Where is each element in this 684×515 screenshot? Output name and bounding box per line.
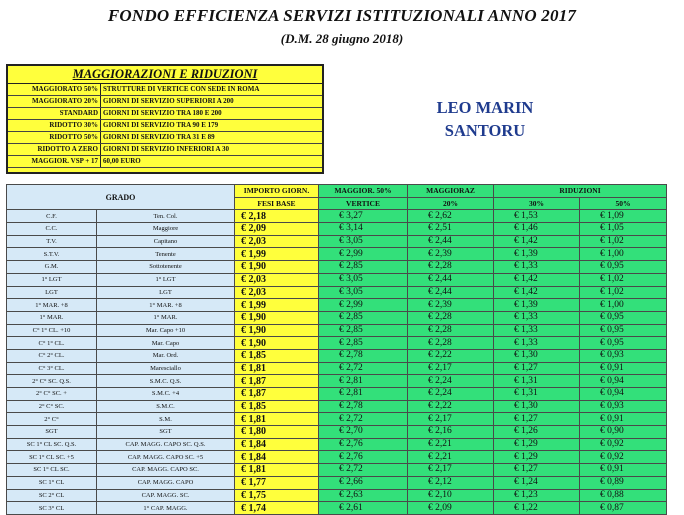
rid50-amount: € 0,91 — [580, 464, 667, 477]
base-amount: € 2,03 — [235, 286, 319, 299]
grade-code: 2° C° SC. + — [7, 388, 97, 401]
legend-desc: GIORNI DI SERVIZIO TRA 31 E 89 — [101, 132, 323, 144]
legend-title: MAGGIORAZIONI E RIDUZIONI — [8, 66, 322, 84]
grade-name: Mar. Ord. — [97, 349, 235, 362]
table-row — [7, 273, 667, 286]
grade-code: C.C. — [7, 223, 97, 236]
rid50-amount: € 0,93 — [580, 400, 667, 413]
legend-desc: 60,00 EURO — [101, 156, 323, 168]
grade-code: 1° LGT — [7, 273, 97, 286]
rid30-amount: € 1,30 — [494, 349, 580, 362]
authors — [400, 96, 570, 142]
base-amount: € 1,90 — [235, 337, 319, 350]
table-row — [7, 451, 667, 464]
base-amount: € 1,85 — [235, 349, 319, 362]
grade-code: T.V. — [7, 235, 97, 248]
magg50-amount: € 2,61 — [319, 502, 408, 515]
author-line-1: LEO MARIN — [436, 98, 534, 117]
rid30-amount: € 1,23 — [494, 489, 580, 502]
magg50-amount: € 2,99 — [319, 248, 408, 261]
base-amount: € 1,85 — [235, 400, 319, 413]
rid30-amount: € 1,24 — [494, 476, 580, 489]
magg50-amount: € 2,81 — [319, 375, 408, 388]
base-amount: € 1,77 — [235, 476, 319, 489]
grade-code: C° 1° CL. +10 — [7, 324, 97, 337]
grade-code: SC 1° CL SC. — [7, 464, 97, 477]
header-magg50: MAGGIOR. 50% — [319, 185, 408, 198]
grade-code: SC 1° CL SC. Q.S. — [7, 438, 97, 451]
rid30-amount: € 1,29 — [494, 438, 580, 451]
grade-name: 1° MAR. +8 — [97, 299, 235, 312]
rid50-amount: € 0,95 — [580, 324, 667, 337]
magg20-amount: € 2,17 — [408, 362, 494, 375]
base-amount: € 2,03 — [235, 273, 319, 286]
base-amount: € 1,81 — [235, 413, 319, 426]
base-amount: € 1,90 — [235, 324, 319, 337]
grade-code: SC 3° CL — [7, 502, 97, 515]
table-row — [7, 311, 667, 324]
legend-key: MAGGIOR. VSP + 17 — [8, 156, 101, 168]
rid50-amount: € 1,05 — [580, 223, 667, 236]
base-amount: € 1,81 — [235, 464, 319, 477]
magg20-amount: € 2,28 — [408, 261, 494, 274]
rid50-amount: € 0,93 — [580, 349, 667, 362]
grade-name: CAP. MAGG. CAPO — [97, 476, 235, 489]
magg50-amount: € 2,72 — [319, 362, 408, 375]
grade-code: LGT — [7, 286, 97, 299]
magg20-amount: € 2,28 — [408, 324, 494, 337]
magg20-amount: € 2,16 — [408, 426, 494, 439]
grade-code: 2° C° SC. — [7, 400, 97, 413]
legend-desc: GIORNI DI SERVIZIO TRA 180 E 200 — [101, 108, 323, 120]
rid50-amount: € 1,02 — [580, 286, 667, 299]
magg20-amount: € 2,22 — [408, 349, 494, 362]
rid50-amount: € 0,94 — [580, 388, 667, 401]
base-amount: € 1,90 — [235, 311, 319, 324]
grade-name: Maggiore — [97, 223, 235, 236]
base-amount: € 1,74 — [235, 502, 319, 515]
table-row — [7, 261, 667, 274]
grade-name: SGT — [97, 426, 235, 439]
grade-name: CAP. MAGG. CAPO SC. — [97, 464, 235, 477]
magg50-amount: € 2,85 — [319, 337, 408, 350]
legend-row — [8, 156, 322, 168]
legend-key: RIDOTTO 30% — [8, 120, 101, 132]
grade-name: 1° LGT — [97, 273, 235, 286]
table-row — [7, 426, 667, 439]
rid30-amount: € 1,26 — [494, 426, 580, 439]
magg50-amount: € 2,81 — [319, 388, 408, 401]
grade-code: SC 2° CL — [7, 489, 97, 502]
grade-name: Ten. Col. — [97, 210, 235, 223]
magg20-amount: € 2,44 — [408, 273, 494, 286]
author-line-2: SANTORU — [444, 121, 526, 140]
table-row — [7, 388, 667, 401]
grade-code: SC 1° CL — [7, 476, 97, 489]
base-amount: € 2,09 — [235, 223, 319, 236]
rid50-amount: € 0,94 — [580, 375, 667, 388]
magg20-amount: € 2,39 — [408, 248, 494, 261]
legend-key: RIDOTTO A ZERO — [8, 144, 101, 156]
magg20-amount: € 2,39 — [408, 299, 494, 312]
magg20-amount: € 2,12 — [408, 476, 494, 489]
grade-code: S.T.V. — [7, 248, 97, 261]
magg20-amount: € 2,44 — [408, 235, 494, 248]
legend-desc: GIORNI DI SERVIZIO TRA 90 E 179 — [101, 120, 323, 132]
legend-key: MAGGIORATO 20% — [8, 96, 101, 108]
legend-row — [8, 144, 322, 156]
legend-key: MAGGIORATO 50% — [8, 84, 101, 96]
grade-name: LGT — [97, 286, 235, 299]
grade-name: CAP. MAGG. CAPO SC. +5 — [97, 451, 235, 464]
grade-code: 1° MAR. +8 — [7, 299, 97, 312]
grade-code: C.F. — [7, 210, 97, 223]
grade-code: G.M. — [7, 261, 97, 274]
magg50-amount: € 3,14 — [319, 223, 408, 236]
table-row — [7, 299, 667, 312]
magg50-amount: € 2,76 — [319, 451, 408, 464]
grade-name: Tenente — [97, 248, 235, 261]
rid50-amount: € 0,95 — [580, 261, 667, 274]
rid30-amount: € 1,27 — [494, 413, 580, 426]
page-title: FONDO EFFICIENZA SERVIZI ISTITUZIONALI ANNO 2017 — [107, 6, 577, 25]
grade-name: Sottotenente — [97, 261, 235, 274]
table-row — [7, 438, 667, 451]
table-row — [7, 324, 667, 337]
base-amount: € 1,75 — [235, 489, 319, 502]
table-row — [7, 337, 667, 350]
legend-row — [8, 132, 322, 144]
base-amount: € 1,84 — [235, 451, 319, 464]
grade-name: CAP. MAGG. CAPO SC. Q.S. — [97, 438, 235, 451]
base-amount: € 1,87 — [235, 375, 319, 388]
grade-code: 2° C° — [7, 413, 97, 426]
magg20-amount: € 2,44 — [408, 286, 494, 299]
magg50-amount: € 2,85 — [319, 261, 408, 274]
base-amount: € 1,84 — [235, 438, 319, 451]
rid30-amount: € 1,33 — [494, 337, 580, 350]
legend-key: RIDOTTO 50% — [8, 132, 101, 144]
grade-name: S.M. — [97, 413, 235, 426]
magg50-amount: € 2,70 — [319, 426, 408, 439]
header-rid50: 50% — [580, 197, 667, 210]
grade-name: Mar. Capo — [97, 337, 235, 350]
rid30-amount: € 1,39 — [494, 248, 580, 261]
magg50-amount: € 2,76 — [319, 438, 408, 451]
grade-name: Mar. Capo +10 — [97, 324, 235, 337]
grade-code: SC 1° CL SC. +5 — [7, 451, 97, 464]
base-amount: € 1,99 — [235, 248, 319, 261]
rid30-amount: € 1,42 — [494, 235, 580, 248]
rid30-amount: € 1,22 — [494, 502, 580, 515]
magg50-amount: € 2,78 — [319, 349, 408, 362]
magg20-amount: € 2,24 — [408, 375, 494, 388]
grade-code: 1° MAR. — [7, 311, 97, 324]
rid50-amount: € 1,00 — [580, 248, 667, 261]
grade-name: Maresciallo — [97, 362, 235, 375]
rid30-amount: € 1,39 — [494, 299, 580, 312]
rid50-amount: € 0,91 — [580, 413, 667, 426]
rid50-amount: € 0,91 — [580, 362, 667, 375]
table-row — [7, 476, 667, 489]
magg20-amount: € 2,62 — [408, 210, 494, 223]
rid50-amount: € 1,09 — [580, 210, 667, 223]
header-riduzioni: RIDUZIONI — [494, 185, 667, 198]
magg50-amount: € 2,99 — [319, 299, 408, 312]
magg20-amount: € 2,10 — [408, 489, 494, 502]
grade-code: 2° C° SC. Q.S. — [7, 375, 97, 388]
magg20-amount: € 2,09 — [408, 502, 494, 515]
magg50-amount: € 2,78 — [319, 400, 408, 413]
header-vertice: VERTICE — [319, 197, 408, 210]
magg20-amount: € 2,51 — [408, 223, 494, 236]
rid50-amount: € 1,02 — [580, 273, 667, 286]
legend-key: STANDARD — [8, 108, 101, 120]
rid50-amount: € 1,02 — [580, 235, 667, 248]
grade-name: S.M.C. +4 — [97, 388, 235, 401]
magg20-amount: € 2,17 — [408, 413, 494, 426]
rid30-amount: € 1,42 — [494, 286, 580, 299]
table-row — [7, 400, 667, 413]
rid50-amount: € 1,00 — [580, 299, 667, 312]
base-amount: € 2,18 — [235, 210, 319, 223]
table-row — [7, 362, 667, 375]
table-row — [7, 349, 667, 362]
table-row — [7, 489, 667, 502]
rid50-amount: € 0,87 — [580, 502, 667, 515]
rid30-amount: € 1,46 — [494, 223, 580, 236]
header-importo: IMPORTO GIORN. — [235, 185, 319, 198]
legend-desc: GIORNI DI SERVIZIO SUPERIORI A 200 — [101, 96, 323, 108]
header-rid30: 30% — [494, 197, 580, 210]
magg50-amount: € 3,27 — [319, 210, 408, 223]
table-row — [7, 223, 667, 236]
rid30-amount: € 1,33 — [494, 324, 580, 337]
magg50-amount: € 3,05 — [319, 286, 408, 299]
page-subtitle: (D.M. 28 giugno 2018) — [280, 31, 404, 46]
magg20-amount: € 2,21 — [408, 451, 494, 464]
rid30-amount: € 1,27 — [494, 362, 580, 375]
header-20: 20% — [408, 197, 494, 210]
fesi-table — [6, 184, 667, 515]
base-amount: € 1,80 — [235, 426, 319, 439]
rid30-amount: € 1,30 — [494, 400, 580, 413]
rid30-amount: € 1,27 — [494, 464, 580, 477]
magg20-amount: € 2,21 — [408, 438, 494, 451]
rid30-amount: € 1,33 — [494, 311, 580, 324]
magg20-amount: € 2,24 — [408, 388, 494, 401]
table-row — [7, 210, 667, 223]
rid50-amount: € 0,88 — [580, 489, 667, 502]
magg50-amount: € 2,66 — [319, 476, 408, 489]
base-amount: € 1,90 — [235, 261, 319, 274]
grade-name: 1° MAR. — [97, 311, 235, 324]
base-amount: € 1,81 — [235, 362, 319, 375]
rid50-amount: € 0,90 — [580, 426, 667, 439]
legend-box — [6, 64, 324, 174]
legend-desc: GIORNI DI SERVIZIO INFERIORI A 30 — [101, 144, 323, 156]
grade-name: S.M.C. Q.S. — [97, 375, 235, 388]
magg50-amount: € 3,05 — [319, 273, 408, 286]
table-row — [7, 248, 667, 261]
header-grado: GRADO — [7, 185, 235, 210]
base-amount: € 1,99 — [235, 299, 319, 312]
magg20-amount: € 2,17 — [408, 464, 494, 477]
rid30-amount: € 1,31 — [494, 388, 580, 401]
magg50-amount: € 3,05 — [319, 235, 408, 248]
rid30-amount: € 1,53 — [494, 210, 580, 223]
grade-name: CAP. MAGG. SC. — [97, 489, 235, 502]
magg50-amount: € 2,63 — [319, 489, 408, 502]
legend-table — [8, 84, 322, 168]
legend-row — [8, 96, 322, 108]
rid30-amount: € 1,33 — [494, 261, 580, 274]
grade-code: C° 2° CL. — [7, 349, 97, 362]
legend-row — [8, 108, 322, 120]
magg50-amount: € 2,85 — [319, 324, 408, 337]
base-amount: € 2,03 — [235, 235, 319, 248]
header-magg20: MAGGIORAZ — [408, 185, 494, 198]
header-fesi-base: FESI BASE — [235, 197, 319, 210]
rid50-amount: € 0,92 — [580, 451, 667, 464]
table-row — [7, 502, 667, 515]
rid50-amount: € 0,95 — [580, 337, 667, 350]
rid30-amount: € 1,29 — [494, 451, 580, 464]
table-row — [7, 235, 667, 248]
base-amount: € 1,87 — [235, 388, 319, 401]
magg20-amount: € 2,28 — [408, 311, 494, 324]
rid30-amount: € 1,42 — [494, 273, 580, 286]
grade-code: C° 1° CL. — [7, 337, 97, 350]
rid50-amount: € 0,95 — [580, 311, 667, 324]
rid30-amount: € 1,31 — [494, 375, 580, 388]
magg50-amount: € 2,72 — [319, 464, 408, 477]
grade-name: 1° CAP. MAGG. — [97, 502, 235, 515]
rid50-amount: € 0,92 — [580, 438, 667, 451]
magg50-amount: € 2,72 — [319, 413, 408, 426]
grade-name: Capitano — [97, 235, 235, 248]
grade-code: SGT — [7, 426, 97, 439]
legend-row — [8, 84, 322, 96]
table-row — [7, 375, 667, 388]
magg20-amount: € 2,28 — [408, 337, 494, 350]
magg20-amount: € 2,22 — [408, 400, 494, 413]
legend-desc: STRUTTURE DI VERTICE CON SEDE IN ROMA — [101, 84, 323, 96]
rid50-amount: € 0,89 — [580, 476, 667, 489]
table-row — [7, 413, 667, 426]
legend-row — [8, 120, 322, 132]
grade-name: S.M.C. — [97, 400, 235, 413]
magg50-amount: € 2,85 — [319, 311, 408, 324]
table-row — [7, 464, 667, 477]
table-row — [7, 286, 667, 299]
grade-code: C° 3° CL. — [7, 362, 97, 375]
